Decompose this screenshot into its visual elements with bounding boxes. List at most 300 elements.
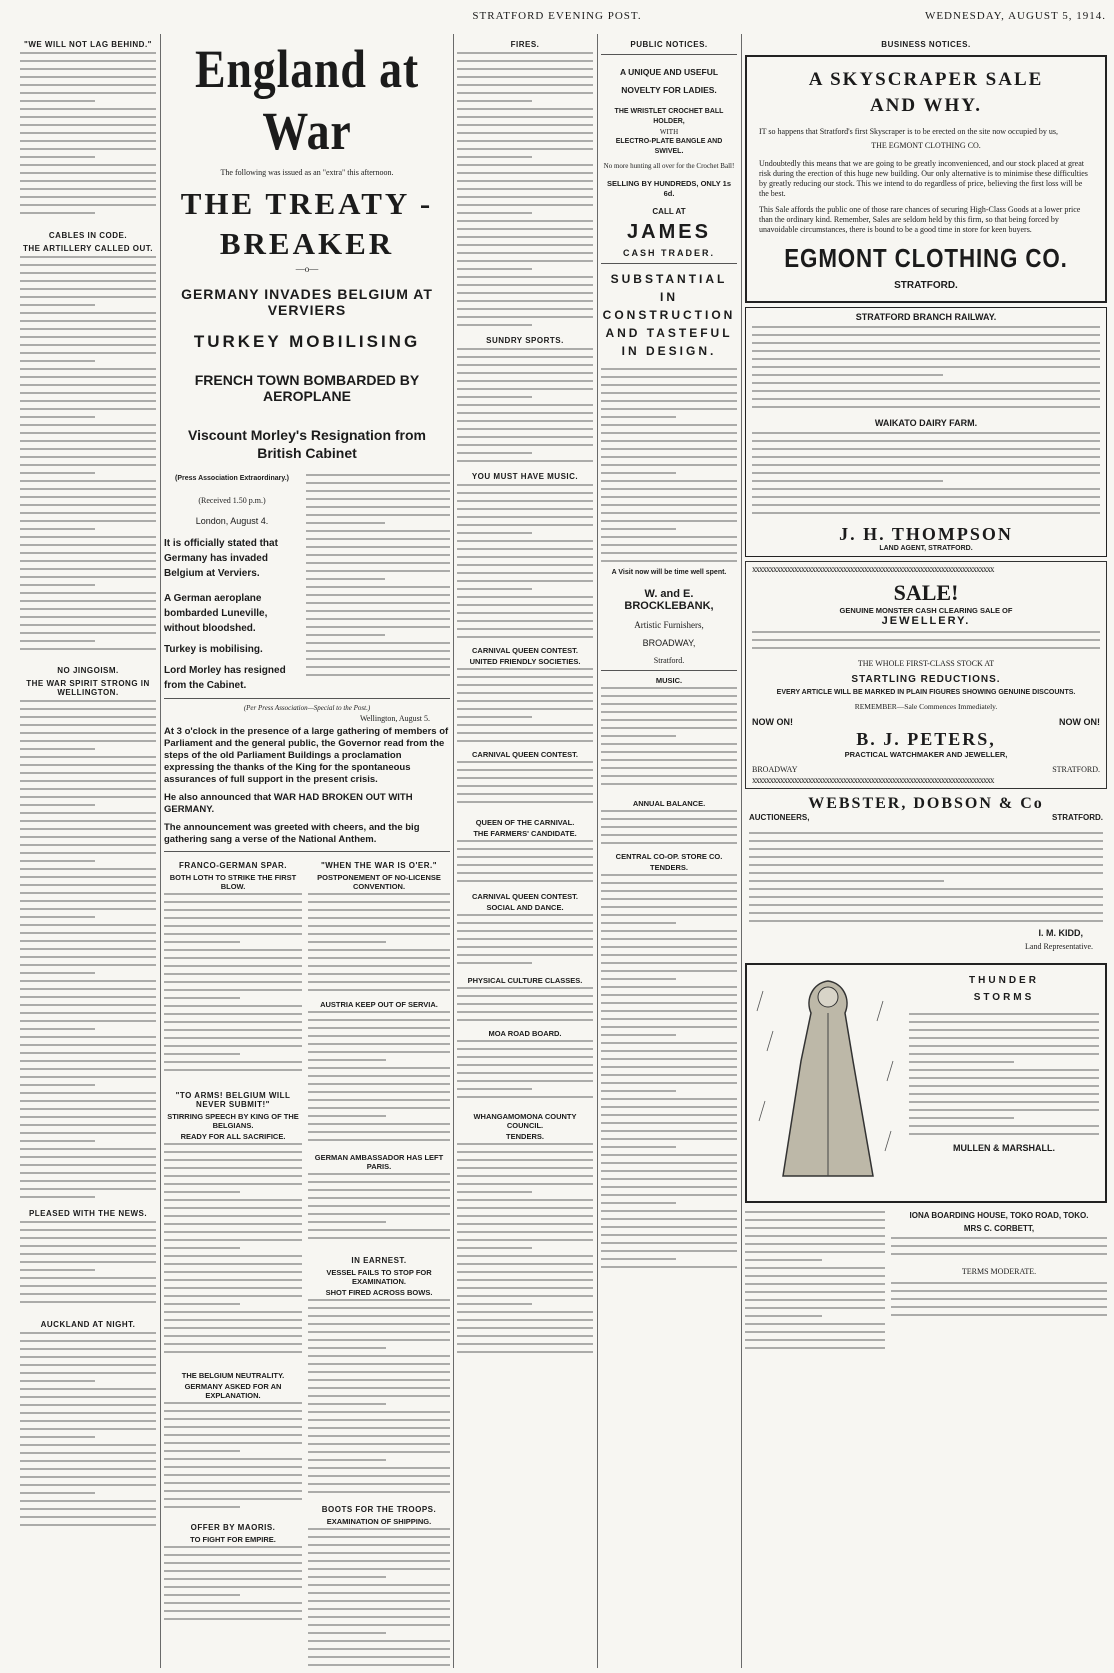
text-line [164,1418,302,1420]
text-line [20,1116,156,1118]
text-line [601,1226,737,1228]
text-line [20,964,156,966]
text-line [306,650,450,652]
text-line [20,1044,156,1046]
text-line [752,432,1100,434]
skyscraper-body-3: This Sale affords the public one of those rare chances of securing High-Class Goods at a lower price than the ordinary kind. Remember, Sales are seldom held by this firm, so that being forced by unavoidable circumstances, there is bound to be a good time in store for keen buyers. [759,205,1081,234]
text-line [20,1012,156,1014]
text-line [457,732,593,734]
no-more-hunting: No more hunting all over for the Crochet Ball! [603,162,735,170]
text-line [306,498,450,500]
text-line [20,1364,156,1366]
text-line [164,1013,302,1015]
article-body [164,1143,302,1363]
text-line [457,700,593,702]
stratford-5c: STRATFORD. [1052,813,1103,822]
text-line [20,724,156,726]
headline-artillery: THE ARTILLERY CALLED OUT. [23,244,153,253]
text-line [164,1215,302,1217]
london-dateline: London, August 4. [195,516,269,526]
text-line [457,252,593,254]
text-line [164,1175,302,1177]
text-line [20,432,156,434]
text-line [457,1072,593,1074]
text-line [601,1002,737,1004]
text-line [457,364,593,366]
text-line [749,904,1103,906]
turkey-short: Turkey is mobilising. [164,644,263,655]
column-rule [160,34,161,1668]
text-line [20,836,156,838]
text-line [457,612,593,614]
text-line [601,480,737,482]
text-line [164,1351,302,1353]
germany-invades-headline: GERMANY INVADES BELGIUM AT VERVIERS [181,286,433,318]
to-arms-head: "TO ARMS! BELGIUM WILL NEVER SUBMIT!" [175,1091,291,1109]
text-line [909,1013,1099,1015]
text-line [20,600,156,602]
text-line [308,1299,450,1301]
text-line [20,1332,156,1334]
text-line [601,994,737,996]
text-line [745,1339,885,1341]
text-line [20,280,156,282]
text-line [20,100,95,102]
text-line [20,1261,156,1263]
text-line [20,164,156,166]
text-line [164,1498,302,1500]
text-line [308,1616,450,1618]
text-line [601,834,737,836]
text-line [20,852,156,854]
text-line [164,1247,240,1249]
text-line [20,1156,156,1158]
text-line [457,548,593,550]
text-line [601,528,676,530]
text-line [20,1132,156,1134]
text-line [20,1388,156,1390]
text-line [601,1130,737,1132]
text-line [20,1004,156,1006]
text-line [457,1263,593,1265]
text-line [601,882,737,884]
text-line [20,1412,156,1414]
text-line [20,148,156,150]
text-line [752,366,1100,368]
text-line [601,703,737,705]
text-line [20,1508,156,1510]
article-body [164,1402,302,1517]
queen-carnival-head: QUEEN OF THE CARNIVAL. [475,818,575,827]
text-line [601,1026,737,1028]
text-line [20,472,95,474]
article-body [457,840,593,890]
text-line [20,1476,156,1478]
text-line [457,220,593,222]
text-line [20,288,156,290]
text-line [306,666,450,668]
text-line [164,957,302,959]
farmers-candidate-head: THE FARMERS' CANDIDATE. [473,829,577,838]
text-line [457,1327,593,1329]
text-line [308,1363,450,1365]
text-line [457,785,593,787]
text-line [457,204,593,206]
text-line [457,148,593,150]
text-line [457,1319,593,1321]
text-line [601,408,737,410]
tenders-head-4: TENDERS. [650,863,688,872]
text-line [308,1475,450,1477]
text-line [891,1290,1107,1292]
music-head: MUSIC. [655,676,683,685]
text-line [20,844,156,846]
article-body [20,700,156,1205]
text-line [308,1411,450,1413]
railway-ad [745,307,1107,557]
text-line [601,687,737,689]
text-line [20,376,156,378]
text-line [20,1245,156,1247]
text-line [308,1640,450,1642]
text-line [20,464,156,466]
text-line [457,556,593,558]
text-line [20,336,156,338]
text-line [164,1562,302,1564]
article-body [20,1332,156,1532]
press-assoc-extra: (Press Association Extraordinary.) [175,475,289,482]
text-line [20,552,156,554]
text-line [164,981,302,983]
text-line [306,474,450,476]
text-line [20,1196,95,1198]
text-line [308,1395,450,1397]
text-line [308,1221,386,1223]
text-line [20,496,156,498]
text-line [457,524,593,526]
text-line [457,1295,593,1297]
text-line [745,1251,885,1253]
text-line [164,1570,302,1572]
text-line [457,692,593,694]
text-line [308,1107,450,1109]
vessel-fails-head: VESSEL FAILS TO STOP FOR EXAMINATION. [326,1268,432,1286]
text-line [601,1162,737,1164]
text-line [164,1255,302,1257]
text-line [601,727,737,729]
text-line [20,272,156,274]
text-line [745,1243,885,1245]
column-3 [457,36,593,1666]
text-line [20,1052,156,1054]
text-line [20,624,156,626]
text-line [752,647,1100,649]
austria-servia-head: AUSTRIA KEEP OUT OF SERVIA. [320,1000,438,1009]
lower-right [308,857,450,1666]
text-line [20,1028,95,1030]
text-line [601,826,737,828]
text-line [457,938,593,940]
text-line [457,1019,593,1021]
text-line [20,424,156,426]
text-line [164,1554,302,1556]
text-line [457,260,593,262]
text-line [752,440,1100,442]
lower-left [164,857,302,1666]
bottom-right [891,1211,1107,1361]
text-line [745,1323,885,1325]
text-line [308,933,450,935]
text-line [164,1490,302,1492]
text-line [308,1181,450,1183]
text-line [601,472,676,474]
text-line [601,751,737,753]
text-line [601,842,737,844]
text-line [308,1584,450,1586]
text-line [306,634,385,636]
text-line [20,788,156,790]
text-line [749,840,1103,842]
text-line [457,1247,532,1249]
text-line [20,1164,156,1166]
text-line [457,316,593,318]
text-line [308,1435,450,1437]
text-line [308,1347,386,1349]
text-line [164,1295,302,1297]
text-line [457,284,593,286]
text-line [752,406,1100,408]
text-line [457,1207,593,1209]
text-line [745,1227,885,1229]
text-line [308,957,450,959]
text-line [20,796,156,798]
text-line [457,1040,593,1042]
text-line [308,1379,450,1381]
shot-fired-head: SHOT FIRED ACROSS BOWS. [325,1288,433,1297]
text-line [457,840,593,842]
text-line [308,1664,450,1666]
jewellery-word: JEWELLERY. [881,615,971,627]
text-line [601,954,737,956]
genuine-monster: GENUINE MONSTER CASH CLEARING SALE OF [839,606,1013,615]
now-on-left: NOW ON! [752,717,793,727]
text-line [752,342,1100,344]
newspaper-title: STRATFORD EVENING POST. [472,10,642,22]
fight-empire-head: TO FIGHT FOR EMPIRE. [190,1535,276,1544]
text-line [306,642,450,644]
text-line [745,1299,885,1301]
text-line [306,586,450,588]
text-line [457,1351,593,1353]
raincoat-illustration [753,971,903,1195]
text-line [457,930,593,932]
text-line [457,388,593,390]
text-line [306,618,450,620]
text-line [308,1083,450,1085]
text-line [308,949,450,951]
text-line [164,1279,302,1281]
brocklebank-name: W. and E. BROCKLEBANK, [624,588,714,612]
text-line [20,68,156,70]
text-line [601,400,737,402]
german-ambassador-head: GERMAN AMBASSADOR HAS LEFT PARIS. [314,1153,444,1171]
text-line [308,941,386,943]
text-line [457,684,593,686]
text-line [164,1482,302,1484]
text-line [601,906,737,908]
text-line [20,1468,156,1470]
carnival-queen-head-1: CARNIVAL QUEEN CONTEST. [472,646,578,655]
webster-name: WEBSTER, DOBSON & Co [808,795,1044,812]
text-line [457,276,593,278]
text-line [308,1189,450,1191]
text-line [752,350,1100,352]
text-line [601,1250,737,1252]
text-line [164,1474,302,1476]
text-line [457,508,593,510]
text-line [457,516,593,518]
text-line [457,396,532,398]
text-line [601,1138,737,1140]
text-line [457,995,593,997]
text-line [752,398,1100,400]
text-line [308,1600,450,1602]
text-line [20,312,156,314]
text-line [20,916,95,918]
officially-stated: It is officially stated that Germany has invaded Belgium at Verviers. [164,538,278,579]
text-line [308,1019,450,1021]
text-line [457,564,593,566]
text-line [601,775,737,777]
article-body [601,368,737,568]
text-line [909,1109,1099,1111]
text-line [308,1237,450,1239]
text-line [20,592,156,594]
headline-auckland-night: AUCKLAND AT NIGHT. [40,1320,136,1329]
text-line [457,1175,593,1177]
text-line [752,480,943,482]
article-body [457,1143,593,1363]
broadway: BROADWAY, [642,638,696,648]
united-friendly-head: UNITED FRIENDLY SOCIETIES. [469,657,581,666]
text-line [164,1183,302,1185]
text-line [308,1387,450,1389]
text-line [164,1311,302,1313]
text-line [909,1029,1099,1031]
thompson-land-agent: LAND AGENT, STRATFORD. [879,545,973,552]
text-line [308,917,450,919]
physical-culture-head: PHYSICAL CULTURE CLASSES. [467,976,583,985]
text-line [457,180,593,182]
aeroplane-bombard: A German aeroplane bombarded Luneville, without bloodshed. [164,593,268,634]
text-line [164,1271,302,1273]
text-line [457,914,593,916]
text-line [20,900,156,902]
mullen-marshall: MULLEN & MARSHALL. [953,1143,1055,1153]
text-line [20,908,156,910]
text-line [306,674,450,676]
must-have-music-head: YOU MUST HAVE MUSIC. [471,472,579,481]
text-line [601,392,737,394]
wristlet-holder: THE WRISTLET CROCHET BALL HOLDER, [614,108,724,125]
text-line [457,801,593,803]
column-1 [20,36,156,1666]
text-line [164,1578,302,1580]
text-line [308,1568,450,1570]
text-line [20,956,156,958]
now-on-right: NOW ON! [1059,717,1100,727]
text-line [457,1080,593,1082]
with-text: WITH [659,128,679,136]
text-line [20,948,156,950]
text-line [601,711,737,713]
text-line [308,909,450,911]
text-line [308,1315,450,1317]
text-line [601,464,737,466]
text-line [308,1323,450,1325]
text-line [601,1178,737,1180]
text-line [20,1180,156,1182]
text-line [909,1077,1099,1079]
fires-head: FIRES. [510,40,540,49]
text-line [749,896,1103,898]
text-line [601,1106,737,1108]
text-line [308,1592,450,1594]
text-line [20,1484,156,1486]
every-article: EVERY ARTICLE WILL BE MARKED IN PLAIN FIGURES SHOWING GENUINE DISCOUNTS. [776,689,1076,696]
article-body [308,1011,450,1151]
text-line [306,546,450,548]
text-line [601,978,676,980]
text-line [457,716,532,718]
text-line [601,695,737,697]
text-line [164,901,302,903]
text-line [20,560,156,562]
text-line [20,940,156,942]
text-line [457,580,593,582]
text-line [457,212,532,214]
text-line [164,949,302,951]
text-line [601,1058,737,1060]
text-line [457,954,593,956]
text-line [20,328,156,330]
text-line [164,1402,302,1404]
text-line [20,1221,156,1223]
text-line [20,504,156,506]
text-line [457,793,593,795]
text-line [20,92,156,94]
text-line [457,380,593,382]
text-line [20,84,156,86]
text-line [752,488,1100,490]
text-line [308,1544,450,1546]
text-line [20,1060,156,1062]
text-line [306,482,450,484]
text-line [164,1466,302,1468]
text-line [457,156,532,158]
text-line [20,256,156,258]
text-line [306,602,450,604]
text-line [601,552,737,554]
text-line [20,536,156,538]
social-dance-head: SOCIAL AND DANCE. [486,903,564,912]
article-body [745,1211,885,1361]
text-line [308,893,450,895]
text-line [457,668,593,670]
text-line [20,1100,156,1102]
text-line [308,1139,450,1141]
text-line [752,456,1100,458]
